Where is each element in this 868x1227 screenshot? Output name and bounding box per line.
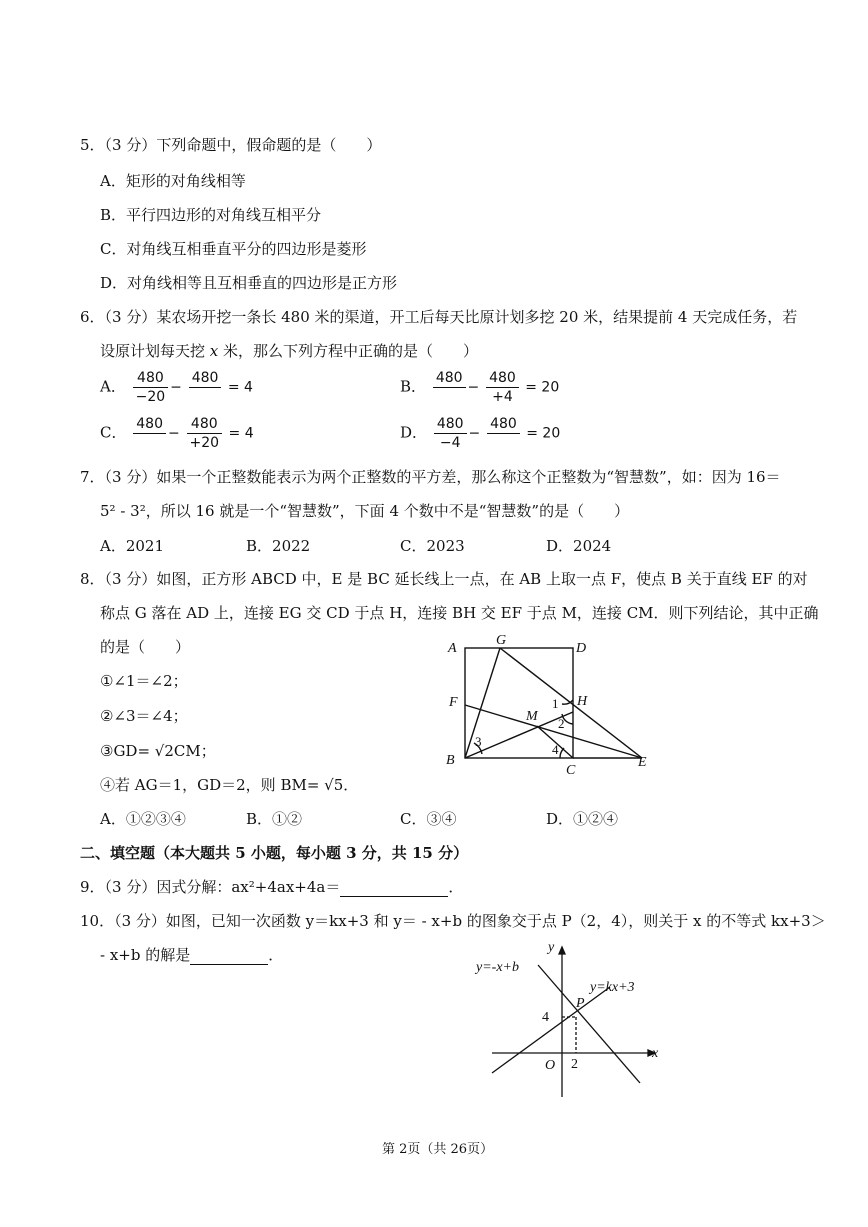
page-footer: 第 2页（共 26页） [382,1142,494,1157]
q10-stem-line1: 10．（3 分）如图，已知一次函数 y＝kx+3 和 y＝ - x+b 的图象交于点 P（2，4），则关于 x 的不等式 kx+3＞ [80,912,826,930]
section2-heading: 二、填空题（本大题共 5 小题，每小题 3 分，共 15 分） [80,844,469,862]
q5-option-d: D．对角线相等且互相垂直的四边形是正方形 [100,274,398,292]
q7-stem-line2: 5² - 3²，所以 16 就是一个“智慧数”，下面 4 个数中不是“智慧数”的是（ ） [100,502,630,520]
label-h: H [577,694,588,709]
angle-label-1: 1 [552,696,559,711]
q8-stem-line1: 8．（3 分）如图，正方形 ABCD 中，E 是 BC 延长线上一点，在 AB 上取一点 F，使点 B 关于直线 EF 的对 [80,570,808,588]
line1-label: y=-x+b [476,960,519,975]
label-f: F [449,695,458,710]
q6-option-a: A． $\frac{480}{-20}$ − 480 = 4 [100,370,253,405]
q8-option-b: B．①② [246,810,303,828]
q8-geometry-figure [440,630,660,775]
y-axis-label: y [548,940,555,955]
q5-option-a: A．矩形的对角线相等 [100,172,246,190]
q10-stem-line2: - x+b 的解是 ． [100,946,284,964]
q8-option-c: C．③④ [400,810,457,828]
q6-stem-line2: 设原计划每天挖 x 米，那么下列方程中正确的是（ ） [100,342,479,360]
q6-option-b: B． 480 − $\frac{480}{+4}$ = 20 [400,370,560,405]
q8-stem-line3: 的是（ ） [100,638,191,656]
label-g: G [496,633,507,648]
y-axis-arrow [559,947,565,954]
q7-option-a: A．2021 [100,537,165,555]
q6-option-c: C． 480 − $\frac{480}{+20}$ = 4 [100,416,254,451]
q5-option-c: C．对角线互相垂直平分的四边形是菱形 [100,240,367,258]
q9-text: 9．（3 分）因式分解：ax²+4ax+4a＝ ． [80,878,464,896]
q8-stem-line2: 称点 G 落在 AD 上，连接 EG 交 CD 于点 H，连接 BH 交 EF 于点 M，连接 CM．则下列结论，其中正确 [100,604,819,622]
label-d: D [576,641,587,656]
q5-option-b: B．平行四边形的对角线互相平分 [100,206,322,224]
tick-4-label: 4 [542,1010,549,1025]
angle-label-3: 3 [475,734,482,749]
line2-label: y=kx+3 [590,980,635,995]
label-e: E [638,755,647,770]
q6-option-d: D． $\frac{480}{-4}$ − 480 = 20 [400,416,561,451]
q7-stem-line1: 7．（3 分）如果一个正整数能表示为两个正整数的平方差，那么称这个正整数为“智慧数”，如：因为 16＝ [80,468,781,486]
q8-item-4: ④若 AG＝1，GD＝2，则 BM= √5． [100,776,359,794]
q10-answer-blank[interactable] [190,946,268,965]
q10-function-graph [470,935,670,1100]
origin-label: O [545,1058,556,1073]
label-m: M [526,709,538,724]
segment-ge [500,648,642,758]
q8-option-a: A．①②③④ [100,810,186,828]
angle-label-4: 4 [552,742,559,757]
q8-item-3: ③GD= √2CM； [100,742,216,760]
x-axis-label: x [652,1046,659,1061]
q6-stem-line1: 6．（3 分）某农场开挖一条长 480 米的渠道，开工后每天比原计划多挖 20 米，结果提前 4 天完成任务，若 [80,308,798,326]
label-b: B [446,753,455,768]
point-p-label: P [576,996,585,1011]
q8-item-2: ②∠3＝∠4； [100,707,188,725]
q8-item-1: ①∠1＝∠2； [100,672,188,690]
q8-option-d: D．①②④ [546,810,619,828]
label-a: A [448,641,457,656]
tick-2-label: 2 [571,1057,578,1072]
q7-option-c: C．2023 [400,537,465,555]
q5-stem: 5．（3 分）下列命题中，假命题的是（ ） [80,136,382,154]
angle-label-2: 2 [558,716,565,731]
q7-option-d: D．2024 [546,537,612,555]
label-c: C [566,763,576,775]
q9-answer-blank[interactable] [340,878,448,897]
q7-option-b: B．2022 [246,537,311,555]
segment-bg [465,648,500,758]
angle-arc-4 [560,748,564,758]
